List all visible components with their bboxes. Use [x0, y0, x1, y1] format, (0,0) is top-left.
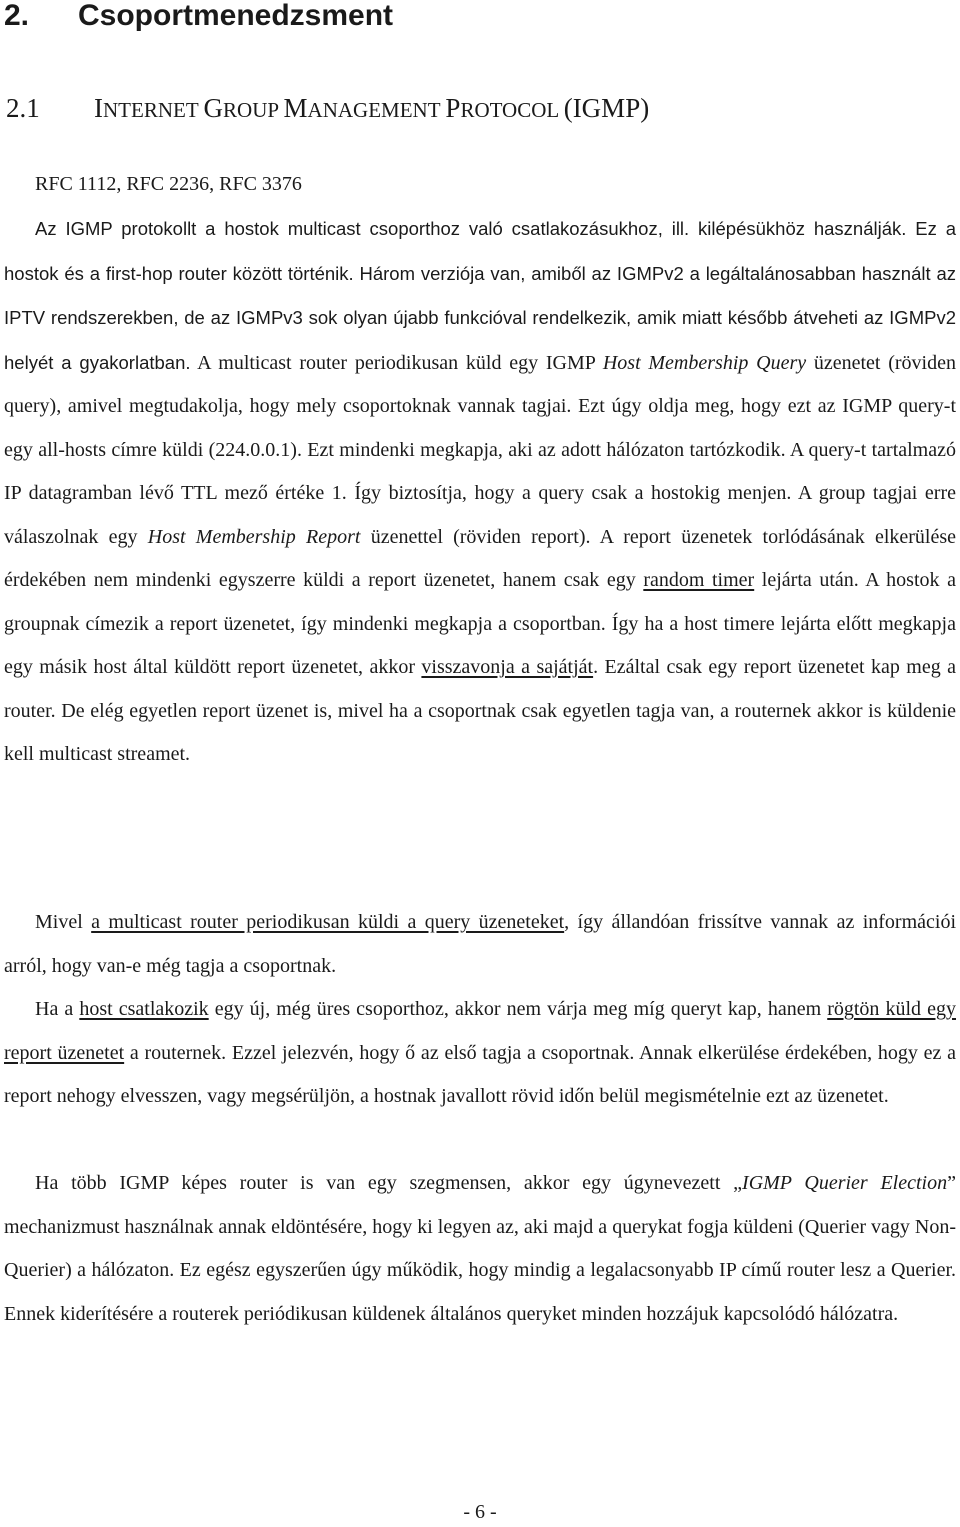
paragraph-querier-election: Ha több IGMP képes router is van egy szegmensen, akkor egy úgynevezett „IGMP Querier Election” mechanizmust használnak annak eldöntésére, hogy ki legyen az, aki majd a querykat fogja küldeni (Querier vagy Non-Querier) a hálózaton. Ez egész egyszerűen úgy működik, hogy mindig a legalacsonyabb IP című router lesz a Querier. Ennek kiderítésére a routerek periódikusan küldenek általános queryket minden hozzájuk kapcsolódó hálózatra. — [4, 1172, 956, 1325]
host-membership-report-term: Host Membership Report — [147, 525, 361, 548]
host-membership-query-term: Host Membership Query — [602, 351, 807, 374]
immediate-report-underline: rögtön küld egy report üzenetet — [4, 998, 956, 1064]
chapter-heading — [4, 0, 393, 36]
page-number: - 6 - — [463, 1501, 497, 1523]
rfc-line: RFC 1112, RFC 2236, RFC 3376 — [35, 173, 302, 195]
withdraw-own-underline: visszavonja a sajátját — [421, 656, 594, 678]
rfc-references — [4, 166, 956, 202]
chapter-title: Csoportmenedzsment — [78, 0, 394, 32]
periodic-query-underline: a multicast router periodikusan küldi a query üzeneteket — [91, 911, 565, 933]
section-number: 2.1 — [6, 93, 40, 123]
paragraph-periodic-query: Mivel a multicast router periodikusan küldi a query üzeneteket, így állandóan frissítve vannak az információi arról, hogy van-e még tagja a csoportnak. — [4, 911, 957, 977]
random-timer-underline: random timer — [643, 569, 755, 591]
host-join-underline: host csatlakozik — [79, 998, 209, 1020]
section-title: INTERNET GROUP MANAGEMENT PROTOCOL (IGMP) — [94, 93, 650, 123]
chapter-number: 2. — [4, 0, 30, 32]
section-heading — [6, 86, 649, 132]
querier-election-term: IGMP Querier Election — [742, 1172, 948, 1194]
paragraph-host-join: Ha a host csatlakozik egy új, még üres csoporthoz, akkor nem várja meg míg queryt kap, hanem rögtön küld egy report üzenetet a routernek. Ezzel jelezvén, hogy ő az első tagja a csoportnak. Annak elkerülése érdekében, hogy ez a report nehogy elvesszen, vagy megsérüljön, a hostnak javallott rövid időn belül megismételnie ezt az üzenetet. — [4, 998, 957, 1107]
paragraph-1-intro: Az IGMP protokollt a hostok multicast csoporthoz való csatlakozásukhoz, ill. kilépésükhöz használják. Ez a hostok és a first-hop router között történik. Három verziója van, amiből az IGMPv2 a legáltalánosabban használt az IPTV rendszerekben, de az IGMPv3 sok olyan újabb funkcióval rendelkezik, amik miatt később átveheti az IGMPv2 helyét a gyakorlatban. — [4, 218, 956, 373]
paragraph-igmp-overview: Az IGMP protokollt a hostok multicast csoporthoz való csatlakozásukhoz, ill. kilépésükhöz használják. Ez a hostok és a first-hop router között történik. Három verziója van, amiből az IGMPv2 a legáltalánosabban használt az IPTV rendszerekben, de az IGMPv3 sok olyan újabb funkcióval rendelkezik, amik miatt később átveheti az IGMPv2 helyét a gyakorlatban. A multicast router periodikusan küld egy IGMP Host Membership Query üzenetet (röviden query), amivel megtudakolja, hogy mely csoportoknak vannak tagjai. Ezt úgy oldja meg, hogy ezt az IGMP query-t egy all-hosts címre küldi (224.0.0.1). Ezt mindenki megkapja, aki az adott hálózaton tartózkodik. A query-t tartalmazó IP datagramban lévő TTL mező értéke 1. Így biztosítja, hogy a query csak a hostokig menjen. A group tagjai erre válaszolnak egy Host Membership Report üzenettel (röviden report). A report üzenetek torlódásának elkerülése érdekében nem mindenki egyszerre küldi a report üzenetet, hanem csak egy random timer lejárta után. A hostok a groupnak címezik a report üzenetet, így mindenki megkapja a csoportban. Így ha a host timere lejárta előtt megkapja egy másik host által küldött report üzenetet, akkor visszavonja a sajátját. Ezáltal csak egy report üzenetet kap meg a router. De elég egyetlen report üzenet is, mivel ha a csoportnak csak egyetlen tagja van, a routernek akkor is küldenie kell multicast streamet. — [4, 218, 957, 765]
